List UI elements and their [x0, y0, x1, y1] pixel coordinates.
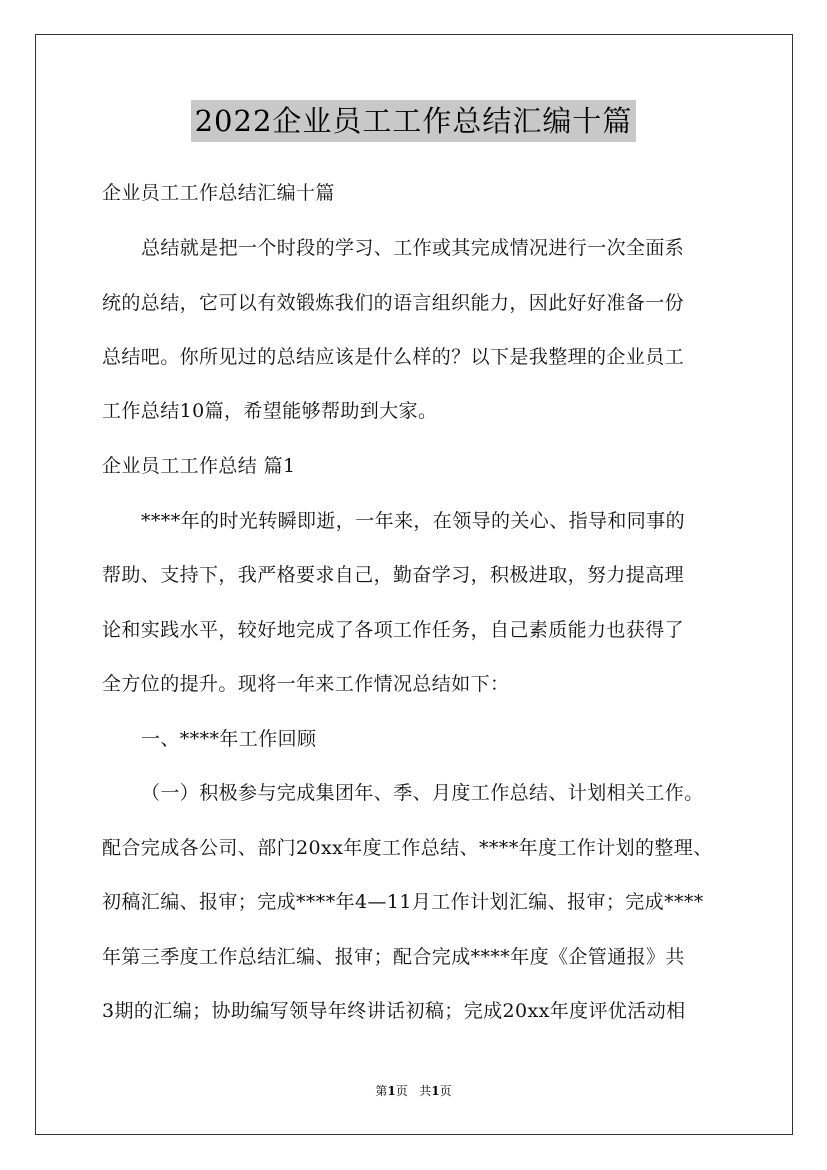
- paragraph-line: 论和实践水平，较好地完成了各项工作任务，自己素质能力也获得了: [102, 619, 685, 641]
- paragraph-line: 年第三季度工作总结汇编、报审；配合完成****年度《企管通报》共: [102, 946, 685, 968]
- paragraph-line: （一）积极参与完成集团年、季、月度工作总结、计划相关工作。: [141, 782, 704, 804]
- paragraph-line: 全方位的提升。现将一年来工作情况总结如下：: [102, 673, 510, 695]
- total-label: 共: [419, 1084, 432, 1098]
- paragraph-line: 统的总结，它可以有效锻炼我们的语言组织能力，因此好好准备一份: [102, 292, 685, 314]
- paragraph-line: ****年的时光转瞬即逝，一年来，在领导的关心、指导和同事的: [141, 510, 686, 532]
- paragraph-line: 3期的汇编；协助编写领导年终讲话初稿；完成20xx年度评优活动相: [102, 1000, 686, 1022]
- page-label: 第: [375, 1084, 388, 1098]
- paragraph-line: 总结吧。你所见过的总结应该是什么样的？以下是我整理的企业员工: [102, 346, 685, 368]
- section-heading: 企业员工工作总结 篇1: [102, 455, 296, 477]
- paragraph-line: 初稿汇编、报审；完成****年4—11月工作计划汇编、报审；完成****: [102, 891, 704, 913]
- paragraph-line: 工作总结10篇，希望能够帮助到大家。: [102, 400, 438, 422]
- paragraph-line: 总结就是把一个时段的学习、工作或其完成情况进行一次全面系: [141, 237, 685, 259]
- page-unit: 页: [395, 1084, 408, 1098]
- paragraph-line: 配合完成各公司、部门20xx年度工作总结、****年度工作计划的整理、: [102, 837, 713, 859]
- page-footer: [0, 1083, 827, 1099]
- page-current: 1: [387, 1084, 396, 1098]
- page-total: 1: [431, 1084, 440, 1098]
- title-container: [0, 100, 827, 142]
- total-unit: 页: [439, 1084, 452, 1098]
- subsection-heading: 一、****年工作回顾: [141, 728, 317, 750]
- paragraph-line: 帮助、支持下，我严格要求自己，勤奋学习，积极进取，努力提高理: [102, 564, 685, 586]
- document-title: 2022企业员工工作总结汇编十篇: [191, 100, 637, 142]
- subtitle-line: 企业员工工作总结汇编十篇: [102, 182, 335, 204]
